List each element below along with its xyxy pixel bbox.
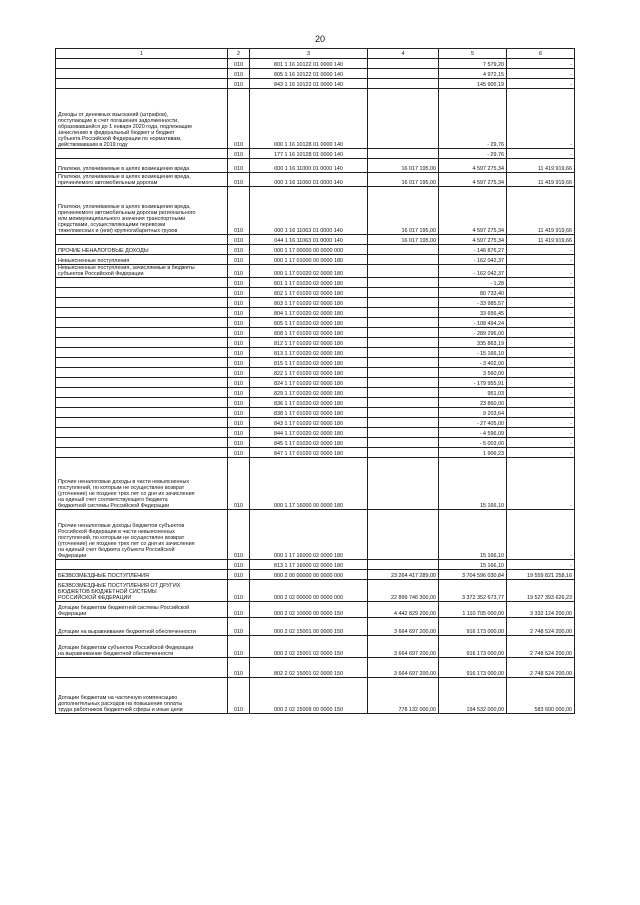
budget-classification-code-cell: 000 2 00 00000 00 0000 000	[250, 570, 368, 580]
executed-amount-cell: 33 656,45	[439, 308, 507, 318]
approved-amount-cell	[368, 89, 439, 149]
indicator-name-cell	[56, 388, 228, 398]
unexecuted-amount-cell: 11 419 919,66	[507, 187, 575, 235]
indicator-name-cell	[56, 560, 228, 570]
unexecuted-amount-cell: -	[507, 388, 575, 398]
unexecuted-amount-cell: -	[507, 428, 575, 438]
executed-amount-cell: 3 560,00	[439, 368, 507, 378]
line-code-cell: 010	[228, 265, 250, 278]
executed-amount-cell: 3 704 596 030,84	[439, 570, 507, 580]
executed-amount-cell: 15 166,10	[439, 458, 507, 510]
line-code-cell: 010	[228, 173, 250, 187]
line-code-cell: 010	[228, 388, 250, 398]
budget-classification-code-cell: 824 1 17 01020 02 0000 180	[250, 378, 368, 388]
table-row	[56, 448, 575, 458]
table-row	[56, 658, 575, 678]
table-row	[56, 428, 575, 438]
table-row	[56, 298, 575, 308]
unexecuted-amount-cell: 19 559 821 258,16	[507, 570, 575, 580]
budget-execution-table	[55, 48, 575, 714]
executed-amount-cell: - 289 296,00	[439, 328, 507, 338]
table-row	[56, 678, 575, 714]
table-row	[56, 418, 575, 428]
line-code-cell: 010	[228, 149, 250, 159]
column-header: 4	[368, 49, 439, 59]
indicator-name-cell	[56, 428, 228, 438]
indicator-name-cell: ПРОЧИЕ НЕНАЛОГОВЫЕ ДОХОДЫ	[56, 245, 228, 255]
unexecuted-amount-cell: -	[507, 560, 575, 570]
unexecuted-amount-cell: -	[507, 89, 575, 149]
executed-amount-cell: 3 372 352 673,77	[439, 580, 507, 602]
executed-amount-cell: 4 597 275,34	[439, 187, 507, 235]
budget-classification-code-cell: 801 1 17 01020 02 0000 180	[250, 278, 368, 288]
line-code-cell: 010	[228, 570, 250, 580]
approved-amount-cell	[368, 560, 439, 570]
indicator-name-cell: БЕЗВОЗМЕЗДНЫЕ ПОСТУПЛЕНИЯ ОТ ДРУГИХ БЮДЖЕТОВ БЮДЖЕТНОЙ СИСТЕМЫ РОССИЙСКОЙ ФЕДЕРАЦИИ	[56, 580, 228, 602]
indicator-name-cell	[56, 288, 228, 298]
approved-amount-cell: 3 664 697 200,00	[368, 618, 439, 636]
indicator-name-cell	[56, 438, 228, 448]
budget-classification-code-cell: 822 1 17 01020 02 0000 180	[250, 368, 368, 378]
budget-classification-code-cell: 000 1 17 01000 00 0000 180	[250, 255, 368, 265]
table-row	[56, 510, 575, 560]
table-row	[56, 278, 575, 288]
table-row	[56, 308, 575, 318]
approved-amount-cell: 16 017 195,00	[368, 173, 439, 187]
budget-classification-code-cell: 803 1 17 01020 02 0000 180	[250, 298, 368, 308]
budget-classification-code-cell: 177 1 16 10128 01 0000 140	[250, 149, 368, 159]
line-code-cell: 010	[228, 510, 250, 560]
approved-amount-cell: 16 017 195,00	[368, 187, 439, 235]
unexecuted-amount-cell: -	[507, 328, 575, 338]
indicator-name-cell	[56, 69, 228, 79]
budget-classification-code-cell: 000 1 16 11000 01 0000 140	[250, 159, 368, 173]
indicator-name-cell	[56, 358, 228, 368]
line-code-cell: 010	[228, 79, 250, 89]
executed-amount-cell: - 4 596,09	[439, 428, 507, 438]
indicator-name-cell	[56, 318, 228, 328]
indicator-name-cell: Дотации на выравнивание бюджетной обеспеченности	[56, 618, 228, 636]
budget-classification-code-cell: 000 1 17 00000 00 0000 000	[250, 245, 368, 255]
executed-amount-cell: - 5 003,00	[439, 438, 507, 448]
approved-amount-cell: 4 442 829 200,00	[368, 602, 439, 618]
table-row	[56, 318, 575, 328]
approved-amount-cell	[368, 398, 439, 408]
line-code-cell: 010	[228, 358, 250, 368]
approved-amount-cell	[368, 308, 439, 318]
approved-amount-cell	[368, 69, 439, 79]
approved-amount-cell	[368, 149, 439, 159]
indicator-name-cell	[56, 235, 228, 245]
line-code-cell: 010	[228, 438, 250, 448]
executed-amount-cell: 916 173 000,00	[439, 636, 507, 658]
budget-classification-code-cell: 000 1 16 11063 01 0000 140	[250, 187, 368, 235]
table-row	[56, 245, 575, 255]
unexecuted-amount-cell: -	[507, 348, 575, 358]
line-code-cell: 010	[228, 159, 250, 173]
table-row	[56, 173, 575, 187]
indicator-name-cell: Невыясненные поступления, зачисляемые в бюджеты субъектов Российской Федерации	[56, 265, 228, 278]
indicator-name-cell	[56, 398, 228, 408]
executed-amount-cell: 916 173 000,00	[439, 658, 507, 678]
unexecuted-amount-cell: -	[507, 458, 575, 510]
budget-classification-code-cell: 813 1 17 16000 02 0000 180	[250, 560, 368, 570]
line-code-cell: 010	[228, 255, 250, 265]
indicator-name-cell	[56, 308, 228, 318]
table-row	[56, 265, 575, 278]
indicator-name-cell: Дотации бюджетам на частичную компенсацию дополнительных расходов на повышение оплаты труда работников бюджетной сферы и иные цели	[56, 678, 228, 714]
approved-amount-cell	[368, 418, 439, 428]
executed-amount-cell: - 108 494,24	[439, 318, 507, 328]
unexecuted-amount-cell: -	[507, 398, 575, 408]
unexecuted-amount-cell: -	[507, 378, 575, 388]
budget-classification-code-cell: 805 1 17 01020 02 0000 180	[250, 318, 368, 328]
table-row	[56, 560, 575, 570]
indicator-name-cell	[56, 59, 228, 69]
indicator-name-cell	[56, 149, 228, 159]
budget-classification-code-cell: 802 1 17 01020 02 0000 180	[250, 288, 368, 298]
executed-amount-cell: 145 905,19	[439, 79, 507, 89]
table-row	[56, 69, 575, 79]
line-code-cell: 010	[228, 658, 250, 678]
approved-amount-cell	[368, 288, 439, 298]
executed-amount-cell: 23 860,00	[439, 398, 507, 408]
unexecuted-amount-cell: 583 600 000,00	[507, 678, 575, 714]
budget-classification-code-cell: 812 1 17 01020 02 0000 180	[250, 338, 368, 348]
indicator-name-cell: БЕЗВОЗМЕЗДНЫЕ ПОСТУПЛЕНИЯ	[56, 570, 228, 580]
line-code-cell: 010	[228, 328, 250, 338]
approved-amount-cell: 23 264 417 289,00	[368, 570, 439, 580]
budget-classification-code-cell: 838 1 17 01020 02 0000 180	[250, 408, 368, 418]
approved-amount-cell: 3 664 697 200,00	[368, 636, 439, 658]
table-row	[56, 288, 575, 298]
budget-classification-code-cell: 000 1 17 16000 02 0000 180	[250, 510, 368, 560]
line-code-cell: 010	[228, 348, 250, 358]
line-code-cell: 010	[228, 187, 250, 235]
table-row	[56, 570, 575, 580]
approved-amount-cell	[368, 458, 439, 510]
column-header: 1	[56, 49, 228, 59]
executed-amount-cell: 15 166,10	[439, 510, 507, 560]
line-code-cell: 010	[228, 418, 250, 428]
executed-amount-cell: - 29,76	[439, 149, 507, 159]
approved-amount-cell	[368, 408, 439, 418]
budget-classification-code-cell: 000 2 02 00000 00 0000 000	[250, 580, 368, 602]
executed-amount-cell: 1 110 705 000,00	[439, 602, 507, 618]
line-code-cell: 010	[228, 308, 250, 318]
line-code-cell: 010	[228, 288, 250, 298]
table-row	[56, 368, 575, 378]
unexecuted-amount-cell: -	[507, 298, 575, 308]
approved-amount-cell	[368, 438, 439, 448]
unexecuted-amount-cell: 2 748 524 200,00	[507, 636, 575, 658]
approved-amount-cell	[368, 348, 439, 358]
indicator-name-cell: Платежи, уплачиваемые в целях возмещения вреда, причиняемого автомобильным дорогам регионального или межмуниципального значения транспортными средствами, осуществляющими перевозки тяжеловесных и (или) крупногабаритных грузов	[56, 187, 228, 235]
line-code-cell: 010	[228, 428, 250, 438]
column-header: 3	[250, 49, 368, 59]
indicator-name-cell: Невыясненные поступления	[56, 255, 228, 265]
unexecuted-amount-cell: -	[507, 510, 575, 560]
table-body	[56, 59, 575, 714]
budget-classification-code-cell: 805 1 16 10122 01 0000 140	[250, 69, 368, 79]
indicator-name-cell	[56, 348, 228, 358]
approved-amount-cell	[368, 278, 439, 288]
table-row	[56, 59, 575, 69]
executed-amount-cell: 4 597 275,34	[439, 173, 507, 187]
unexecuted-amount-cell: -	[507, 288, 575, 298]
unexecuted-amount-cell: -	[507, 418, 575, 428]
budget-classification-code-cell: 044 1 16 11063 01 0000 140	[250, 235, 368, 245]
budget-classification-code-cell: 844 1 17 01020 02 0000 180	[250, 428, 368, 438]
unexecuted-amount-cell: -	[507, 358, 575, 368]
executed-amount-cell: - 27 405,00	[439, 418, 507, 428]
unexecuted-amount-cell: -	[507, 278, 575, 288]
indicator-name-cell: Доходы от денежных взысканий (штрафов), поступающие в счет погашения задолженности, образовавшейся до 1 января 2020 года, подлежащие зачислению в федеральный бюджет и бюджет субъекта Российской Федерации по нормативам, действовавшим в 2019 году	[56, 89, 228, 149]
unexecuted-amount-cell: -	[507, 438, 575, 448]
table-row	[56, 79, 575, 89]
unexecuted-amount-cell: -	[507, 368, 575, 378]
table-row	[56, 458, 575, 510]
unexecuted-amount-cell: 11 419 919,66	[507, 159, 575, 173]
approved-amount-cell: 778 132 000,00	[368, 678, 439, 714]
approved-amount-cell	[368, 358, 439, 368]
budget-classification-code-cell: 801 1 16 10122 01 0000 140	[250, 59, 368, 69]
executed-amount-cell: 15 166,10	[439, 560, 507, 570]
executed-amount-cell: - 33 985,57	[439, 298, 507, 308]
budget-classification-code-cell: 804 1 17 01020 02 0000 180	[250, 308, 368, 318]
executed-amount-cell: 916 173 000,00	[439, 618, 507, 636]
table-row	[56, 580, 575, 602]
approved-amount-cell	[368, 328, 439, 338]
approved-amount-cell	[368, 318, 439, 328]
budget-classification-code-cell: 808 1 17 01020 02 0000 180	[250, 328, 368, 338]
table-row	[56, 235, 575, 245]
budget-classification-code-cell: 847 1 17 01020 02 0000 180	[250, 448, 368, 458]
line-code-cell: 010	[228, 408, 250, 418]
table-row	[56, 408, 575, 418]
approved-amount-cell	[368, 79, 439, 89]
table-header-row	[56, 49, 575, 59]
line-code-cell: 010	[228, 560, 250, 570]
indicator-name-cell	[56, 79, 228, 89]
table-row	[56, 438, 575, 448]
approved-amount-cell: 16 017 195,00	[368, 159, 439, 173]
budget-classification-code-cell: 845 1 17 01020 02 0000 180	[250, 438, 368, 448]
executed-amount-cell: 9 203,64	[439, 408, 507, 418]
line-code-cell: 010	[228, 235, 250, 245]
approved-amount-cell	[368, 338, 439, 348]
executed-amount-cell: 194 532 000,00	[439, 678, 507, 714]
approved-amount-cell	[368, 255, 439, 265]
executed-amount-cell: 7 579,20	[439, 59, 507, 69]
indicator-name-cell: Дотации бюджетам субъектов Российской Федерации на выравнивание бюджетной обеспеченности	[56, 636, 228, 658]
table-row	[56, 348, 575, 358]
indicator-name-cell	[56, 338, 228, 348]
table-row	[56, 338, 575, 348]
page-number: 20	[314, 34, 325, 44]
approved-amount-cell	[368, 448, 439, 458]
executed-amount-cell: 4 597 275,34	[439, 235, 507, 245]
unexecuted-amount-cell: -	[507, 265, 575, 278]
budget-classification-code-cell: 815 1 17 01020 02 0000 180	[250, 358, 368, 368]
line-code-cell: 010	[228, 298, 250, 308]
line-code-cell: 010	[228, 89, 250, 149]
table-row	[56, 255, 575, 265]
budget-classification-code-cell: 000 1 17 01020 02 0000 180	[250, 265, 368, 278]
table-row	[56, 159, 575, 173]
column-header: 5	[439, 49, 507, 59]
line-code-cell: 010	[228, 338, 250, 348]
line-code-cell: 010	[228, 378, 250, 388]
table-row	[56, 636, 575, 658]
executed-amount-cell: 1 906,23	[439, 448, 507, 458]
table-row	[56, 149, 575, 159]
budget-classification-code-cell: 000 2 02 15001 00 0000 150	[250, 618, 368, 636]
approved-amount-cell	[368, 368, 439, 378]
table-row	[56, 328, 575, 338]
table-row	[56, 358, 575, 368]
unexecuted-amount-cell: 11 419 919,66	[507, 235, 575, 245]
budget-classification-code-cell: 802 2 02 15001 02 0000 150	[250, 658, 368, 678]
executed-amount-cell: - 179 955,91	[439, 378, 507, 388]
table-row	[56, 398, 575, 408]
unexecuted-amount-cell: -	[507, 149, 575, 159]
table-row	[56, 187, 575, 235]
budget-classification-code-cell: 829 1 17 01020 02 0000 180	[250, 388, 368, 398]
indicator-name-cell	[56, 658, 228, 678]
executed-amount-cell: 951,03	[439, 388, 507, 398]
indicator-name-cell	[56, 448, 228, 458]
indicator-name-cell: Платежи, уплачиваемые в целях возмещения вреда	[56, 159, 228, 173]
line-code-cell: 010	[228, 602, 250, 618]
indicator-name-cell	[56, 278, 228, 288]
unexecuted-amount-cell: 3 332 124 200,00	[507, 602, 575, 618]
unexecuted-amount-cell: 2 748 524 200,00	[507, 618, 575, 636]
executed-amount-cell: - 162 042,37	[439, 255, 507, 265]
line-code-cell: 010	[228, 636, 250, 658]
unexecuted-amount-cell: -	[507, 59, 575, 69]
unexecuted-amount-cell: 11 419 919,66	[507, 173, 575, 187]
budget-classification-code-cell: 000 1 16 11060 01 0000 140	[250, 173, 368, 187]
table-row	[56, 89, 575, 149]
budget-classification-code-cell: 000 1 16 10128 01 0000 140	[250, 89, 368, 149]
table-row	[56, 378, 575, 388]
budget-classification-code-cell: 843 1 17 01020 02 0000 180	[250, 418, 368, 428]
approved-amount-cell	[368, 388, 439, 398]
approved-amount-cell: 3 664 697 200,00	[368, 658, 439, 678]
budget-classification-code-cell: 000 2 02 10000 00 0000 150	[250, 602, 368, 618]
indicator-name-cell: Платежи, уплачиваемые в целях возмещения вреда, причиняемого автомобильным дорогам	[56, 173, 228, 187]
approved-amount-cell	[368, 298, 439, 308]
executed-amount-cell: - 146 876,27	[439, 245, 507, 255]
line-code-cell: 010	[228, 69, 250, 79]
line-code-cell: 010	[228, 458, 250, 510]
indicator-name-cell	[56, 328, 228, 338]
line-code-cell: 010	[228, 580, 250, 602]
column-header: 2	[228, 49, 250, 59]
executed-amount-cell: 80 733,40	[439, 288, 507, 298]
unexecuted-amount-cell: -	[507, 308, 575, 318]
approved-amount-cell: 16 017 195,00	[368, 235, 439, 245]
line-code-cell: 010	[228, 59, 250, 69]
table-row	[56, 602, 575, 618]
line-code-cell: 010	[228, 618, 250, 636]
unexecuted-amount-cell: -	[507, 318, 575, 328]
unexecuted-amount-cell: -	[507, 408, 575, 418]
executed-amount-cell: - 1,28	[439, 278, 507, 288]
approved-amount-cell	[368, 510, 439, 560]
budget-classification-code-cell: 000 2 02 15009 00 0000 150	[250, 678, 368, 714]
approved-amount-cell	[368, 378, 439, 388]
approved-amount-cell: 22 899 746 300,00	[368, 580, 439, 602]
budget-classification-code-cell: 813 1 17 01020 02 0000 180	[250, 348, 368, 358]
line-code-cell: 010	[228, 398, 250, 408]
executed-amount-cell: 335 863,19	[439, 338, 507, 348]
indicator-name-cell: Дотации бюджетам бюджетной системы Российской Федерации	[56, 602, 228, 618]
indicator-name-cell	[56, 368, 228, 378]
indicator-name-cell	[56, 298, 228, 308]
executed-amount-cell: - 29,76	[439, 89, 507, 149]
executed-amount-cell: - 162 042,37	[439, 265, 507, 278]
table-row	[56, 388, 575, 398]
indicator-name-cell: Прочие неналоговые доходы бюджетов субъектов Российской Федерации в части невыясненных поступлений, по которым не осуществлен возврат (уточнение) не позднее трех лет со дня их зачисления на единый счет бюджета субъекта Российской Федерации	[56, 510, 228, 560]
unexecuted-amount-cell: -	[507, 245, 575, 255]
budget-classification-code-cell: 000 1 17 16000 00 0000 180	[250, 458, 368, 510]
executed-amount-cell: - 15 166,10	[439, 348, 507, 358]
table-row	[56, 618, 575, 636]
approved-amount-cell	[368, 265, 439, 278]
unexecuted-amount-cell: -	[507, 448, 575, 458]
column-header: 6	[507, 49, 575, 59]
line-code-cell: 010	[228, 448, 250, 458]
unexecuted-amount-cell: -	[507, 79, 575, 89]
unexecuted-amount-cell: -	[507, 338, 575, 348]
line-code-cell: 010	[228, 678, 250, 714]
budget-classification-code-cell: 843 1 16 10122 01 0000 140	[250, 79, 368, 89]
executed-amount-cell: 4 597 275,34	[439, 159, 507, 173]
indicator-name-cell: Прочие неналоговые доходы в части невыясненных поступлений, по которым не осуществлен возврат (уточнение) не позднее трех лет со дня их зачисления на единый счет соответствующего бюджета бюджетной системы Российской Федерации	[56, 458, 228, 510]
approved-amount-cell	[368, 59, 439, 69]
budget-classification-code-cell: 000 2 02 15001 02 0000 150	[250, 636, 368, 658]
approved-amount-cell	[368, 428, 439, 438]
approved-amount-cell	[368, 245, 439, 255]
budget-classification-code-cell: 836 1 17 01020 02 0000 180	[250, 398, 368, 408]
executed-amount-cell: - 3 402,00	[439, 358, 507, 368]
unexecuted-amount-cell: -	[507, 255, 575, 265]
indicator-name-cell	[56, 418, 228, 428]
line-code-cell: 010	[228, 245, 250, 255]
unexecuted-amount-cell: -	[507, 69, 575, 79]
indicator-name-cell	[56, 408, 228, 418]
line-code-cell: 010	[228, 278, 250, 288]
executed-amount-cell: 4 972,15	[439, 69, 507, 79]
line-code-cell: 010	[228, 368, 250, 378]
unexecuted-amount-cell: 19 527 393 626,23	[507, 580, 575, 602]
indicator-name-cell	[56, 378, 228, 388]
line-code-cell: 010	[228, 318, 250, 328]
unexecuted-amount-cell: 2 748 524 200,00	[507, 658, 575, 678]
